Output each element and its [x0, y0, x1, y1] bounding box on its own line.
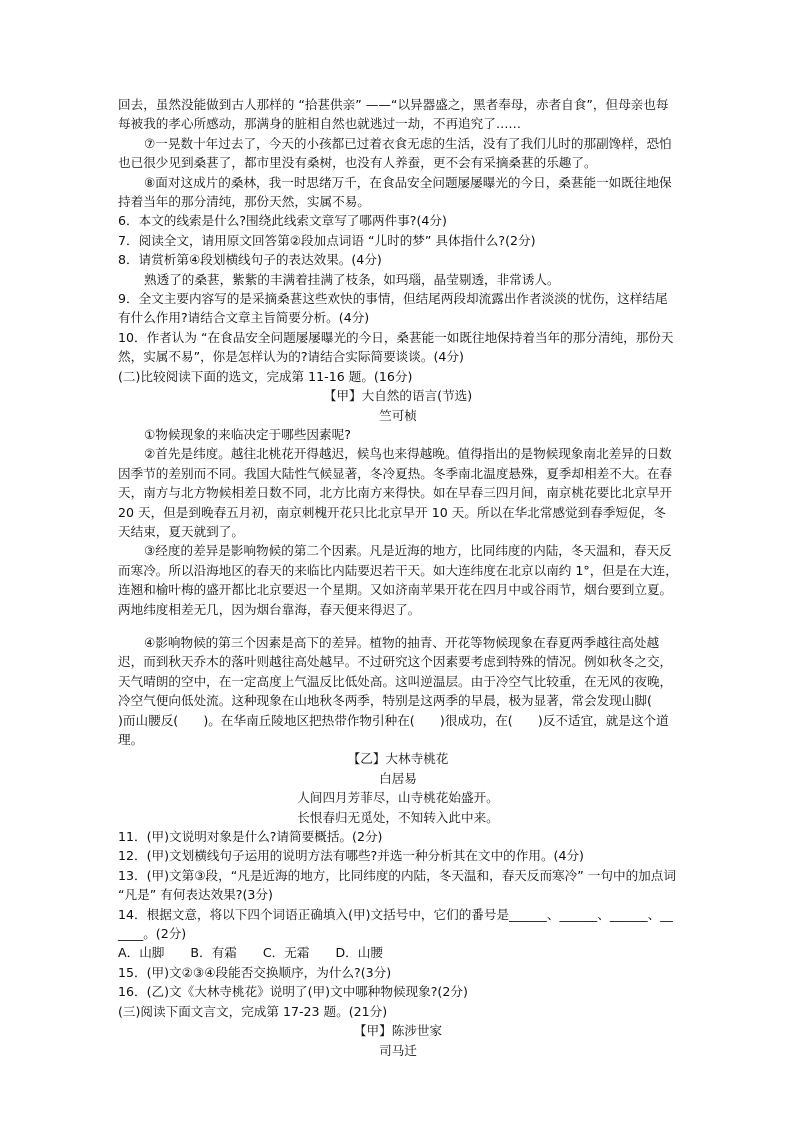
option-a: A．山脚 [118, 945, 165, 961]
question-6: 6．本文的线索是什么?围绕此线索文章写了哪两件事?(4分) [118, 213, 447, 229]
option-c: C．无霜 [262, 945, 310, 961]
question-10: 10．作者认为 “在食品安全问题屡屡曝光的今日，桑葚能一如既往地保持着当年的那分清纯，那份天然，实属不易”，你是怎样认为的?请结合实际简要谈谈。(4分) [118, 329, 674, 365]
option-d: D．山腰 [335, 945, 383, 961]
question-16: 16．(乙)文《大林寺桃花》说明了(甲)文中哪种物候现象?(2分) [118, 984, 468, 1000]
text-a-paragraph-3: ③经度的差异是影响物候的第二个因素。凡是近海的地方，比同纬度的内陆，冬天温和，春天反而寒冷。所以沿海地区的春天的来临比内陆要迟若干天。如大连纬度在北京以南约 1°，但是在大连，连翘和榆叶梅的盛开都比北京要迟一个星期。又如济南苹果开花在四月中或谷雨节，烟台要到立夏。两地纬度相差无几，因为烟台靠海，春天便来得迟了。 [118, 543, 678, 617]
text-b-author: 白居易 [379, 770, 417, 786]
paragraph-gap [118, 619, 678, 633]
text-c-author: 司马迁 [379, 1042, 417, 1058]
question-7: 7．阅读全文，请用原文回答第②段加点词语 “儿时的梦” 具体指什么?(2分) [118, 232, 536, 248]
section-2-heading: (二)比较阅读下面的选文，完成第 11-16 题。(16分) [118, 368, 413, 384]
question-11: 11．(甲)文说明对象是什么?请简要概括。(2分) [118, 829, 383, 845]
text-a-paragraph-4: ④影响物候的第三个因素是高下的差异。植物的抽青、开花等物候现象在春夏两季越往高处越迟，而到秋天乔木的落叶则越往高处越早。不过研究这个因素要考虑到特殊的情况。例如秋冬之交，天气晴朗的空中，在一定高度上气温反比低处高。这叫逆温层。由于冷空气比较重，在无风的夜晚，冷空气便向低处流。这种现象在山地秋冬两季，特别是这两季的早晨，极为显著，常会发现山脚( )而山腰反( )。在华南丘陵地区把热带作物引种在( )很成功，在( )反不适宜，就是这个道理。 [118, 634, 678, 747]
section-3-heading: (三)阅读下面文言文，完成第 17-23 题。(21分) [118, 1003, 388, 1019]
option-b: B．有霜 [190, 945, 237, 961]
text-a-title: 【甲】大自然的语言(节选) [323, 388, 473, 404]
question-12: 12．(甲)文划横线句子运用的说明方法有哪些?并选一种分析其在文中的作用。(4分) [118, 848, 584, 864]
poem-line-2: 长恨春归无觅处，不知转入此中来。 [297, 809, 499, 825]
question-14: 14．根据文意，将以下四个词语正确填入(甲)文括号中，它们的番号是______、______、______、______。(2分) [118, 906, 673, 942]
text-a-paragraph-1: ①物候现象的来临决定于哪些因素呢? [144, 426, 351, 442]
question-8: 8．请赏析第④段划横线句子的表达效果。(4分) [118, 252, 382, 268]
text-a-author: 竺可桢 [379, 407, 417, 423]
question-8-sentence: 熟透了的桑葚，紫紫的丰满着挂满了枝条，如玛瑙，晶莹剔透，非常诱人。 [144, 271, 560, 287]
exam-page [118, 95, 678, 1060]
passage-paragraph-7: ⑦一晃数十年过去了，今天的小孩都已过着衣食无虑的生活，没有了我们儿时的那副馋样，恐怕也已很少见到桑葚了，都市里没有桑树，也没有人养蚕，更不会有采摘桑葚的乐趣了。 [118, 135, 672, 171]
text-a-paragraph-2: ②首先是纬度。越往北桃花开得越迟，候鸟也来得越晚。值得指出的是物候现象南北差异的日数因季节的差别而不同。我国大陆性气候显著，冬冷夏热。冬季南北温度悬殊，夏季却相差不大。在春天，南方与北方物候相差日数不同，北方比南方来得快。如在早春三四月间，南京桃花要比北京早开 20 天，但是到晚春五月初，南京刺槐开花只比北京早开 10 天。所以在华北常感觉到春季短促，冬天结束，夏天就到了。 [118, 446, 673, 539]
question-14-options [118, 943, 678, 962]
text-c-title: 【甲】陈涉世家 [353, 1023, 443, 1039]
passage-paragraph-8: ⑧面对这成片的桑林，我一时思绪万千，在食品安全问题屡屡曝光的今日，桑葚能一如既往地保持着当年的那分清纯，那份天然，实属不易。 [118, 174, 672, 210]
passage-paragraph: 回去，虽然没能做到古人那样的 “拾葚供亲” ——“以异器盛之，黑者奉母，赤者自食”，但母亲也每每被我的孝心所感动，那满身的脏相自然也就逃过一劫，不再追究了…… [118, 97, 669, 132]
poem-line-1: 人间四月芳菲尽，山寺桃花始盛开。 [297, 790, 499, 806]
text-b-title: 【乙】大林寺桃花 [347, 751, 449, 767]
question-13: 13．(甲)文第③段，“凡是近海的地方，比同纬度的内陆，冬天温和，春天反而寒冷” 一句中的加点词 “凡是” 有何表达效果?(3分) [118, 867, 676, 903]
question-9: 9．全文主要内容写的是采摘桑葚这些欢快的事情，但结尾两段却流露出作者淡淡的忧伤，这样结尾有什么作用?请结合文章主旨简要分析。(4分) [118, 291, 668, 326]
question-15: 15．(甲)文②③④段能否交换顺序，为什么?(3分) [118, 964, 392, 980]
